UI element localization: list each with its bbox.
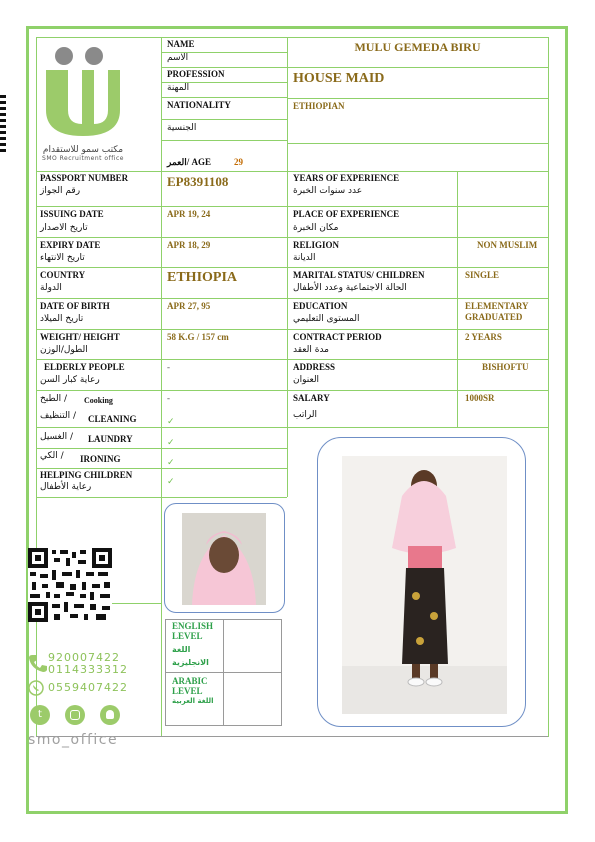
profession-label: PROFESSION <box>167 69 225 79</box>
whatsapp-icon <box>28 680 44 696</box>
field-value: BISHOFTU <box>482 362 529 372</box>
check-icon: ✓ <box>167 417 175 427</box>
field-label-ar: مدة العقد <box>293 345 329 355</box>
field-label-ar: رقم الجواز <box>40 186 81 196</box>
field-label: DATE OF BIRTH <box>40 301 110 311</box>
nationality-label-ar: الجنسية <box>167 123 197 133</box>
social-icons <box>28 705 128 727</box>
check-icon: ✓ <box>167 458 175 468</box>
skill-label: IRONING <box>80 454 121 464</box>
full-body-photo <box>342 456 507 714</box>
field-label: MARITAL STATUS/ CHILDREN <box>293 270 425 280</box>
language-label-ar: اللغة الانجليزية <box>172 645 209 667</box>
field-label-ar: تاريخ الاصدار <box>40 223 88 233</box>
field-label: PASSPORT NUMBER <box>40 173 129 183</box>
field-label-ar: الطول/الوزن <box>40 345 88 355</box>
snapchat-icon[interactable] <box>100 705 120 725</box>
field-value: 1000SR <box>465 393 495 403</box>
language-label: ENGLISH LEVEL <box>172 621 214 641</box>
profession-value: HOUSE MAID <box>293 71 385 86</box>
field-label-ar: مكان الخبرة <box>293 223 339 233</box>
name-label: NAME <box>167 39 195 49</box>
field-label: ISSUING DATE <box>40 209 104 219</box>
twitter-icon[interactable]: t <box>30 705 50 725</box>
skill-label: HELPING CHILDREN <box>40 470 133 480</box>
name-value: MULU GEMEDA BIRU <box>354 40 481 54</box>
office-name-ar: مكتب سمو للاستقدام <box>42 145 124 155</box>
logo-mark-icon <box>38 40 128 140</box>
field-label-ar: العنوان <box>293 375 320 385</box>
language-label: ARABIC LEVEL <box>172 676 208 696</box>
field-label: EXPIRY DATE <box>40 240 101 250</box>
field-label-ar: الحالة الاجتماعية وعدد الأطفال <box>293 283 407 293</box>
nationality-value: ETHIOPIAN <box>293 101 345 111</box>
office-name-en: SMO Recruitment office <box>42 155 124 162</box>
age-value: 29 <box>234 157 243 167</box>
field-value: APR 18, 29 <box>167 240 211 250</box>
edge-qr-strip <box>0 95 6 155</box>
field-value: 58 K.G / 157 cm <box>167 332 229 342</box>
office-handle[interactable]: smo_office <box>28 732 119 748</box>
check-icon: ✓ <box>167 438 175 448</box>
field-value: - <box>167 362 170 372</box>
skill-label-ar: الكي / <box>40 451 64 461</box>
skill-label-ar: التنظيف / <box>40 411 76 421</box>
skill-label: CLEANING <box>88 414 137 424</box>
phone-1[interactable]: 920007422 <box>48 651 120 664</box>
field-label-ar: الدولة <box>40 283 62 293</box>
field-value: SINGLE <box>465 270 500 280</box>
nationality-label: NATIONALITY <box>167 100 231 110</box>
field-value: APR 27, 95 <box>167 301 211 311</box>
field-value: ETHIOPIA <box>167 270 238 285</box>
field-label-ar: الراتب <box>293 410 318 420</box>
skill-label-ar: الغسيل / <box>40 432 74 442</box>
field-label-ar: تاريخ الانتهاء <box>40 253 85 263</box>
field-label: RELIGION <box>293 240 340 250</box>
field-label-ar: رعاية كبار السن <box>40 375 100 385</box>
field-label: CONTRACT PERIOD <box>293 332 382 342</box>
phone-icon <box>28 653 48 673</box>
age-label: العمر/ AGE <box>167 157 212 167</box>
skill-label: Cooking <box>84 396 113 405</box>
profession-label-ar: المهنة <box>167 83 190 93</box>
skill-label-ar: الطبخ / <box>40 394 68 404</box>
language-label-ar: اللغة العربية <box>172 697 214 705</box>
field-label: SALARY <box>293 393 330 403</box>
skill-value: - <box>167 393 170 403</box>
field-label-ar: المستوى التعليمي <box>293 314 360 324</box>
field-label: WEIGHT/ HEIGHT <box>40 332 120 342</box>
field-value: 2 YEARS <box>465 332 502 342</box>
field-value: EP8391108 <box>167 174 229 189</box>
field-label-ar: الديانة <box>293 253 316 263</box>
portrait-photo-frame <box>164 503 285 613</box>
field-label: PLACE OF EXPERIENCE <box>293 209 400 219</box>
whatsapp-number[interactable]: 0559407422 <box>48 681 128 694</box>
office-logo <box>38 40 128 170</box>
skill-label-ar: رعاية الأطفال <box>40 482 92 492</box>
qr-code <box>28 548 112 622</box>
field-value: ELEMENTARY GRADUATED <box>465 301 529 322</box>
field-value: NON MUSLIM <box>477 240 538 250</box>
field-label: YEARS OF EXPERIENCE <box>293 173 400 183</box>
field-label: EDUCATION <box>293 301 348 311</box>
name-label-ar: الاسم <box>167 53 189 63</box>
field-label: COUNTRY <box>40 270 86 280</box>
instagram-icon[interactable] <box>65 705 85 725</box>
field-label: ADDRESS <box>293 362 336 372</box>
field-label: ELDERLY PEOPLE <box>44 362 125 372</box>
full-photo-frame <box>317 437 526 727</box>
field-value: APR 19, 24 <box>167 209 211 219</box>
field-label-ar: عدد سنوات الخبرة <box>293 186 363 196</box>
field-label-ar: تاريخ الميلاد <box>40 314 84 324</box>
portrait-photo <box>182 513 266 605</box>
skill-label: LAUNDRY <box>88 434 133 444</box>
phone-2[interactable]: 0114333312 <box>48 663 128 676</box>
check-icon: ✓ <box>167 477 175 487</box>
